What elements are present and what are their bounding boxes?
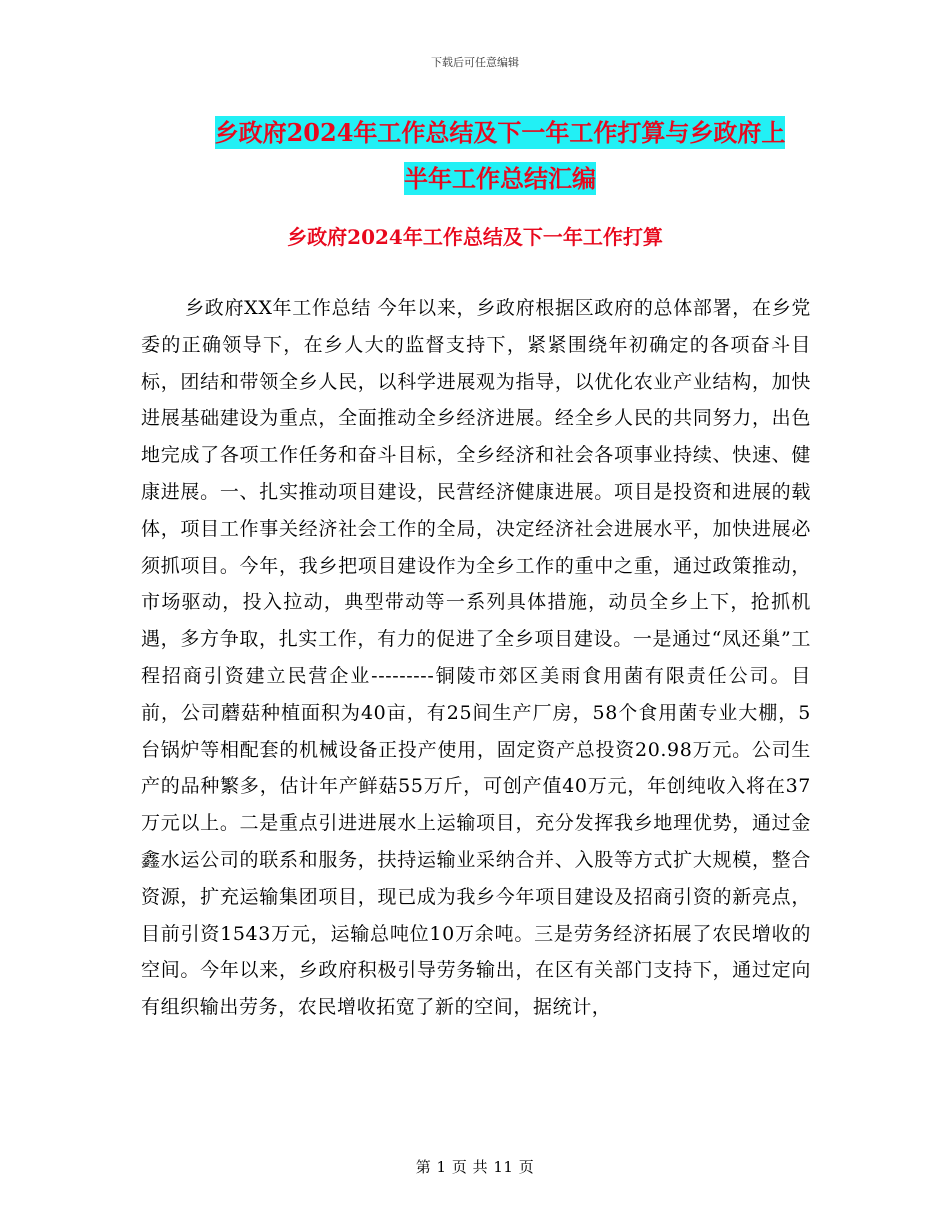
page-footer: 第 1 页 共 11 页 <box>415 1158 535 1176</box>
document-title <box>140 110 860 202</box>
title-line-1: 乡政府2024年工作总结及下一年工作打算与乡政府上 <box>214 118 786 147</box>
paragraph-text: 乡政府XX年工作总结 今年以来，乡政府根据区政府的总体部署，在乡党委的正确领导下，在乡人大的监督支持下，紧紧围绕年初确定的各项奋斗目标，团结和带领全乡人民，以科学进展观为指导，以优化农业产业结构，加快进展基础建设为重点，全面推动全乡经济进展。经全乡人民的共同努力，出色地完成了各项工作任务和奋斗目标，全乡经济和社会各项事业持续、快速、健康进展。一、扎实推动项目建设，民营经济健康进展。项目是投资和进展的载体，项目工作事关经济社会工作的全局，决定经济社会进展水平，加快进展必须抓项目。今年，我乡把项目建设作为全乡工作的重中之重，通过政策推动，市场驱动，投入拉动，典型带动等一系列具体措施，动员全乡上下，抢抓机遇，多方争取，扎实工作，有力的促进了全乡项目建设。一是通过“凤还巢”工程招商引资建立民营企业---------铜陵市郊区美雨食用菌有限责任公司。目前，公司蘑菇种植面积为40亩，有25间生产厂房，58个食用菌专业大棚，5台锅炉等相配套的机械设备正投产使用，固定资产总投资20.98万元。公司生产的品种繁多，估计年产鲜菇55万斤，可创产值40万元，年创纯收入将在37万元以上。二是重点引进进展水上运输项目，充分发挥我乡地理优势，通过金鑫水运公司的联系和服务，扶持运输业采纳合并、入股等方式扩大规模，整合资源，扩充运输集团项目，现已成为我乡今年项目建设及招商引资的新亮点，目前引资1543万元，运输总吨位10万余吨。三是劳务经济拓展了农民增收的空间。今年以来，乡政府积极引导劳务输出，在区有关部门支持下，通过定向有组织输出劳务，农民增收拓宽了新的空间，据统计， <box>141 297 811 1019</box>
body-paragraph <box>141 290 811 1026</box>
section-subtitle: 乡政府2024年工作总结及下一年工作打算 <box>287 225 663 249</box>
header-note: 下载后可任意编辑 <box>431 56 519 69</box>
title-line-2: 半年工作总结汇编 <box>404 164 596 193</box>
